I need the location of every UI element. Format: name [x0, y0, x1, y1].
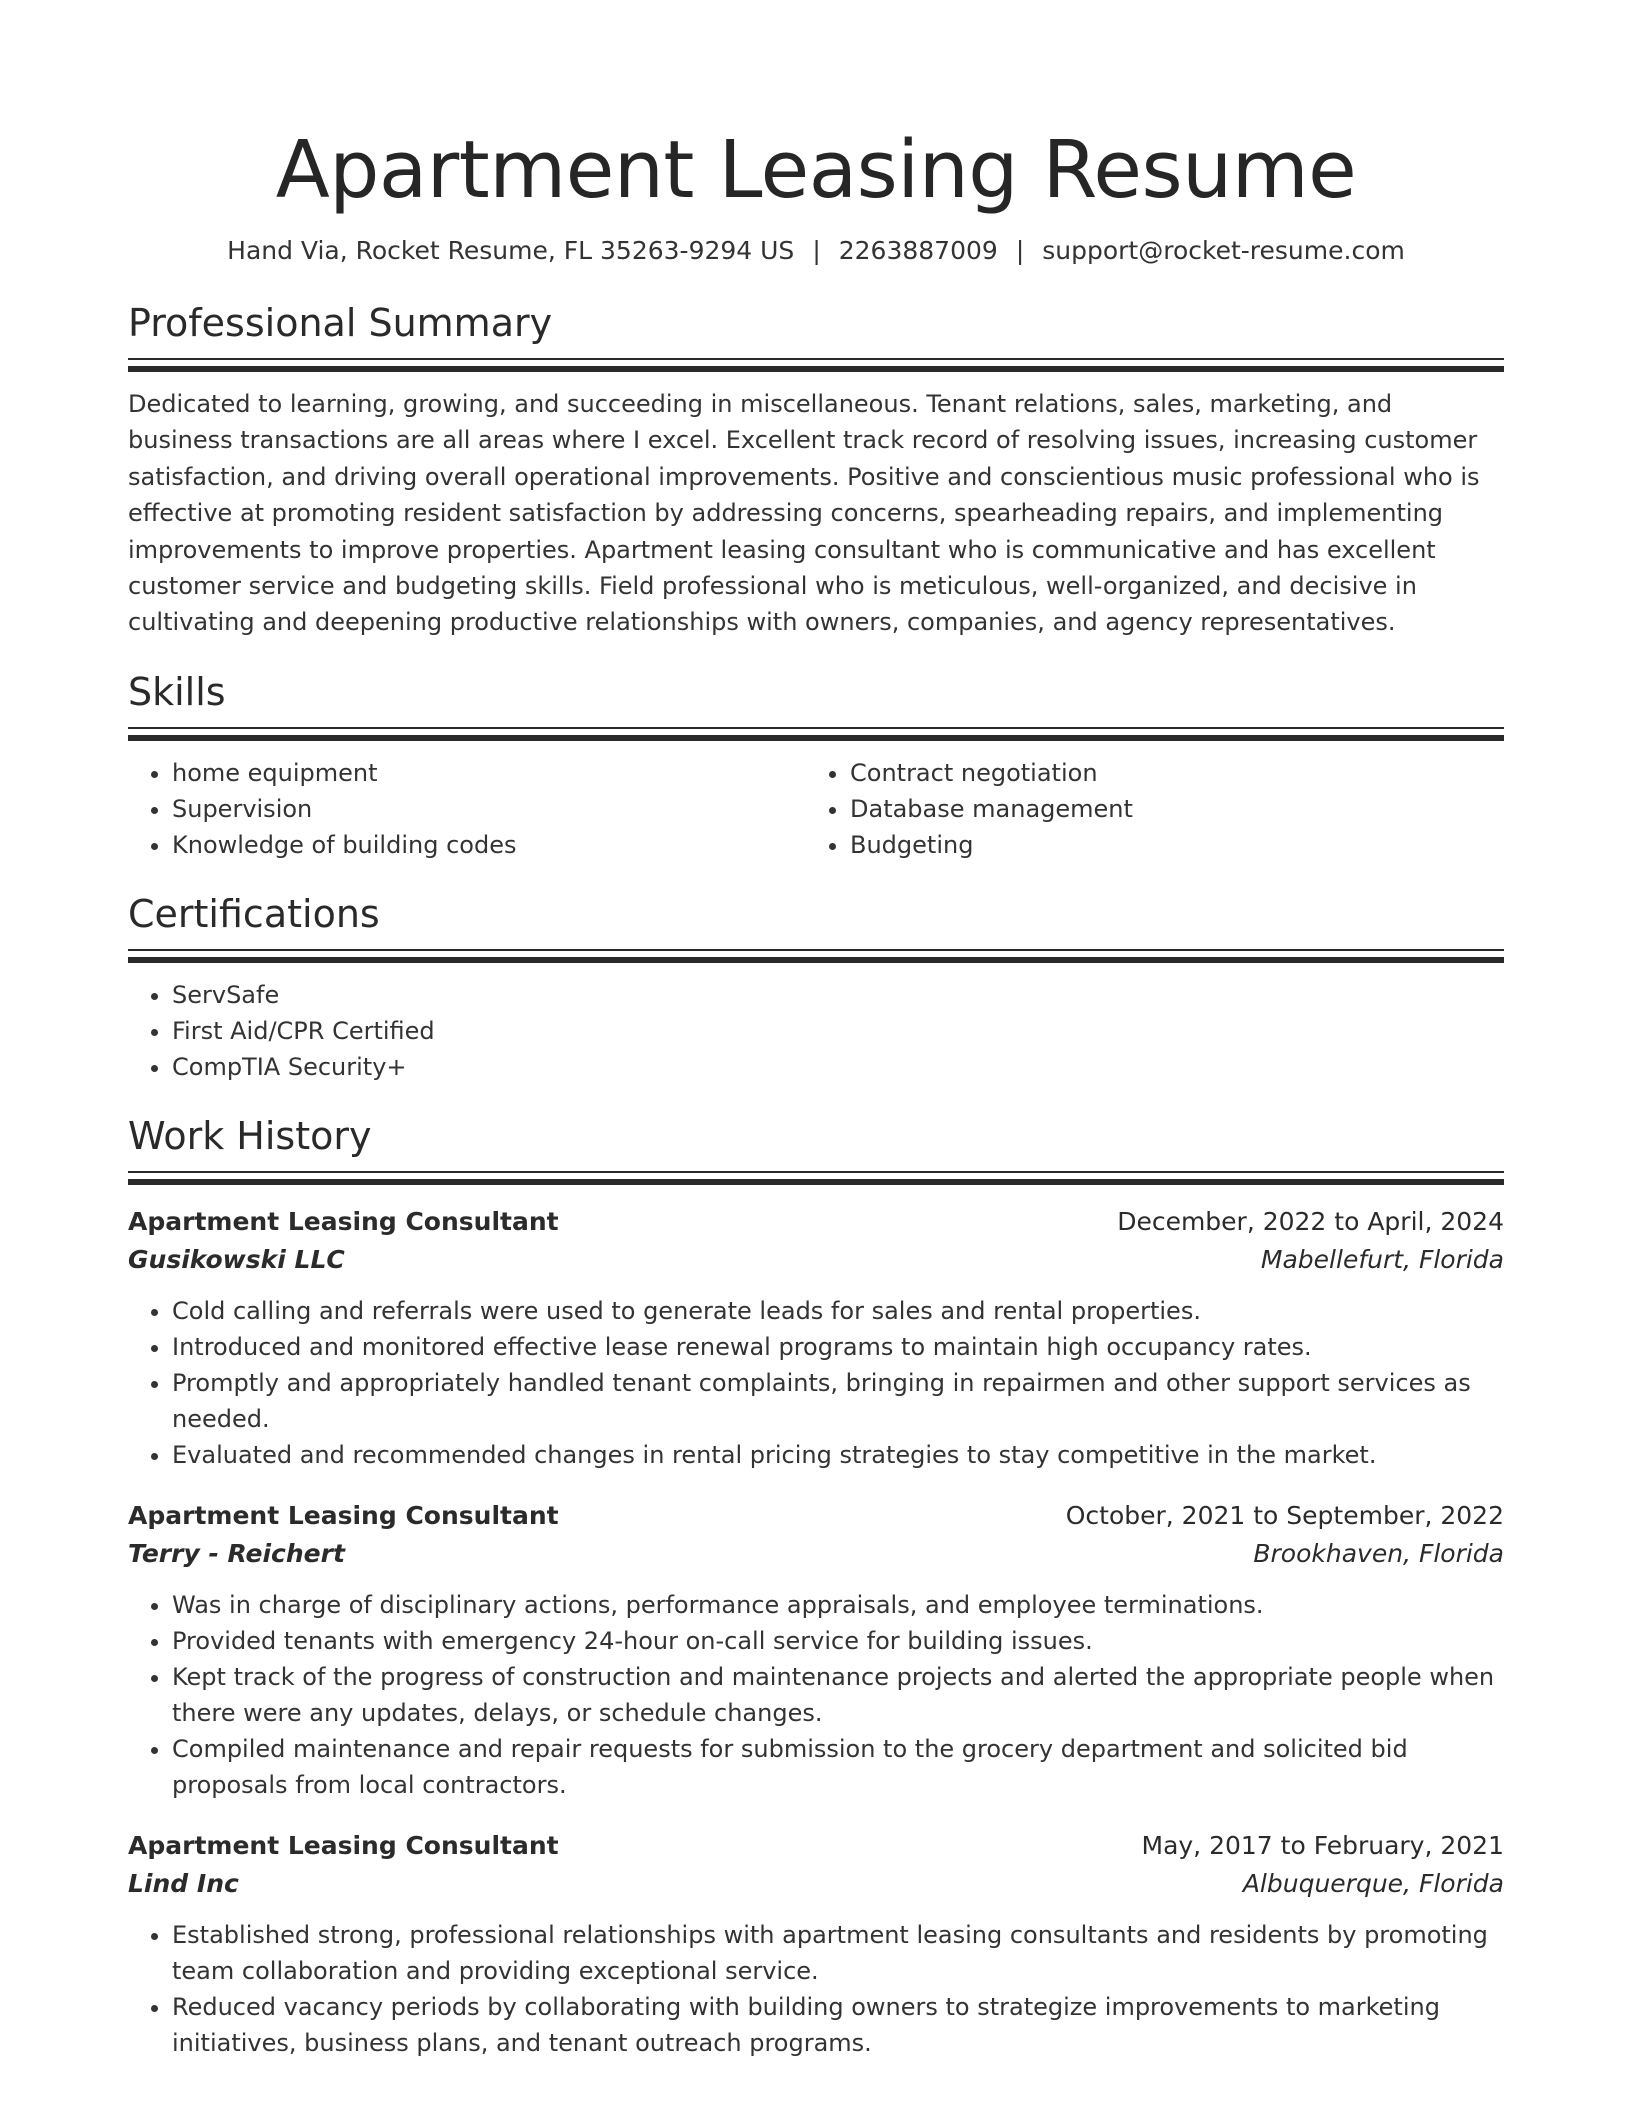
resume-title: Apartment Leasing Resume — [275, 124, 1357, 216]
certification-item: • First Aid/CPR Certified — [172, 1013, 1504, 1049]
job-company: Terry - Reichert — [128, 1538, 345, 1568]
job-company: Lind Inc — [128, 1868, 239, 1898]
job-bullet: • Promptly and appropriately handled tenant complaints, bringing in repairmen and other support services as needed. — [172, 1365, 1504, 1437]
skill-item: • Database management — [850, 791, 1484, 827]
job-bullet: • Introduced and monitored effective lease renewal programs to maintain high occupancy rates. — [172, 1329, 1504, 1365]
job-bullet: • Cold calling and referrals were used to generate leads for sales and rental properties. — [172, 1293, 1504, 1329]
certification-item: • CompTIA Security+ — [172, 1049, 1504, 1085]
summary-section — [128, 300, 1504, 641]
job-subheader — [128, 1535, 1504, 1573]
resume-page — [128, 0, 1504, 2061]
job-bullet: • Kept track of the progress of construction and maintenance projects and alerted the appropriate people when there were any updates, delays, or schedule changes. — [172, 1659, 1504, 1731]
certification-item: • ServSafe — [172, 977, 1504, 1013]
job-subheader — [128, 1865, 1504, 1903]
skills-list-left — [128, 755, 806, 863]
certifications-section — [128, 891, 1504, 1085]
skills-list-right — [806, 755, 1484, 863]
job-bullet: • Established strong, professional relationships with apartment leasing consultants and residents by promoting team collaboration and providing exceptional service. — [172, 1917, 1504, 1989]
job-entry — [128, 1827, 1504, 2061]
job-location: Mabellefurt, Florida — [1260, 1244, 1504, 1274]
section-heading-skills: Skills — [128, 669, 226, 714]
job-company: Gusikowski LLC — [128, 1244, 345, 1274]
skill-item: • home equipment — [172, 755, 806, 791]
job-location: Brookhaven, Florida — [1253, 1538, 1504, 1568]
job-title: Apartment Leasing Consultant — [128, 1206, 559, 1236]
skill-item: • Contract negotiation — [850, 755, 1484, 791]
section-divider — [128, 358, 1504, 360]
section-heading-work-history: Work History — [128, 1113, 372, 1158]
section-divider-thick — [128, 1179, 1504, 1185]
contact-address: Hand Via, Rocket Resume, FL 35263-9294 US — [227, 236, 795, 265]
section-divider-thick — [128, 957, 1504, 963]
certifications-list — [128, 977, 1504, 1085]
section-divider — [128, 1171, 1504, 1173]
section-divider-thick — [128, 366, 1504, 372]
job-bullet: • Compiled maintenance and repair requests for submission to the grocery department and solicited bid proposals from local contractors. — [172, 1731, 1504, 1803]
skill-item: • Supervision — [172, 791, 806, 827]
job-subheader — [128, 1241, 1504, 1279]
skills-section — [128, 669, 1504, 863]
job-entry — [128, 1497, 1504, 1803]
section-divider-thick — [128, 735, 1504, 741]
job-dates: December, 2022 to April, 2024 — [1117, 1206, 1504, 1236]
job-header — [128, 1497, 1504, 1535]
section-divider — [128, 949, 1504, 951]
job-location: Albuquerque, Florida — [1242, 1868, 1504, 1898]
job-header — [128, 1203, 1504, 1241]
skill-item: • Knowledge of building codes — [172, 827, 806, 863]
job-header — [128, 1827, 1504, 1865]
job-bullet: • Evaluated and recommended changes in rental pricing strategies to stay competitive in the market. — [172, 1437, 1504, 1473]
skill-item: • Budgeting — [850, 827, 1484, 863]
contact-separator: | — [812, 236, 821, 265]
job-bullet: • Was in charge of disciplinary actions, performance appraisals, and employee terminations. — [172, 1587, 1504, 1623]
job-bullet: • Provided tenants with emergency 24-hour on-call service for building issues. — [172, 1623, 1504, 1659]
section-divider — [128, 727, 1504, 729]
contact-line — [128, 234, 1504, 268]
skills-grid — [128, 755, 1504, 863]
contact-separator: | — [1015, 236, 1025, 265]
job-bullets — [128, 1917, 1504, 2061]
work-history-section — [128, 1113, 1504, 2061]
section-heading-summary: Professional Summary — [128, 301, 553, 345]
contact-phone: 2263887009 — [838, 236, 998, 265]
job-title: Apartment Leasing Consultant — [128, 1830, 559, 1860]
section-heading-certifications: Certifications — [128, 891, 380, 936]
job-bullet: • Reduced vacancy periods by collaborating with building owners to strategize improvements to marketing initiatives, business plans, and tenant outreach programs. — [172, 1989, 1504, 2061]
summary-text: Dedicated to learning, growing, and succeeding in miscellaneous. Tenant relations, sales, marketing, and business transactions are all areas where I excel. Excellent track record of resolving issues, increasing customer satisfaction, and driving overall operational improvements. Positive and conscientious music professional who is effective at promoting resident satisfaction by addressing concerns, spearheading repairs, and implementing improvements to improve properties. Apartment leasing consultant who is communicative and has excellent customer service and budgeting skills. Field professional who is meticulous, well-organized, and decisive in cultivating and deepening productive relationships with owners, companies, and agency representatives. — [128, 390, 1480, 637]
job-title: Apartment Leasing Consultant — [128, 1500, 559, 1530]
contact-email: support@rocket-resume.com — [1042, 236, 1405, 265]
job-entry — [128, 1203, 1504, 1473]
job-dates: October, 2021 to September, 2022 — [1065, 1500, 1504, 1530]
job-bullets — [128, 1587, 1504, 1803]
job-dates: May, 2017 to February, 2021 — [1141, 1830, 1504, 1860]
job-bullets — [128, 1293, 1504, 1473]
